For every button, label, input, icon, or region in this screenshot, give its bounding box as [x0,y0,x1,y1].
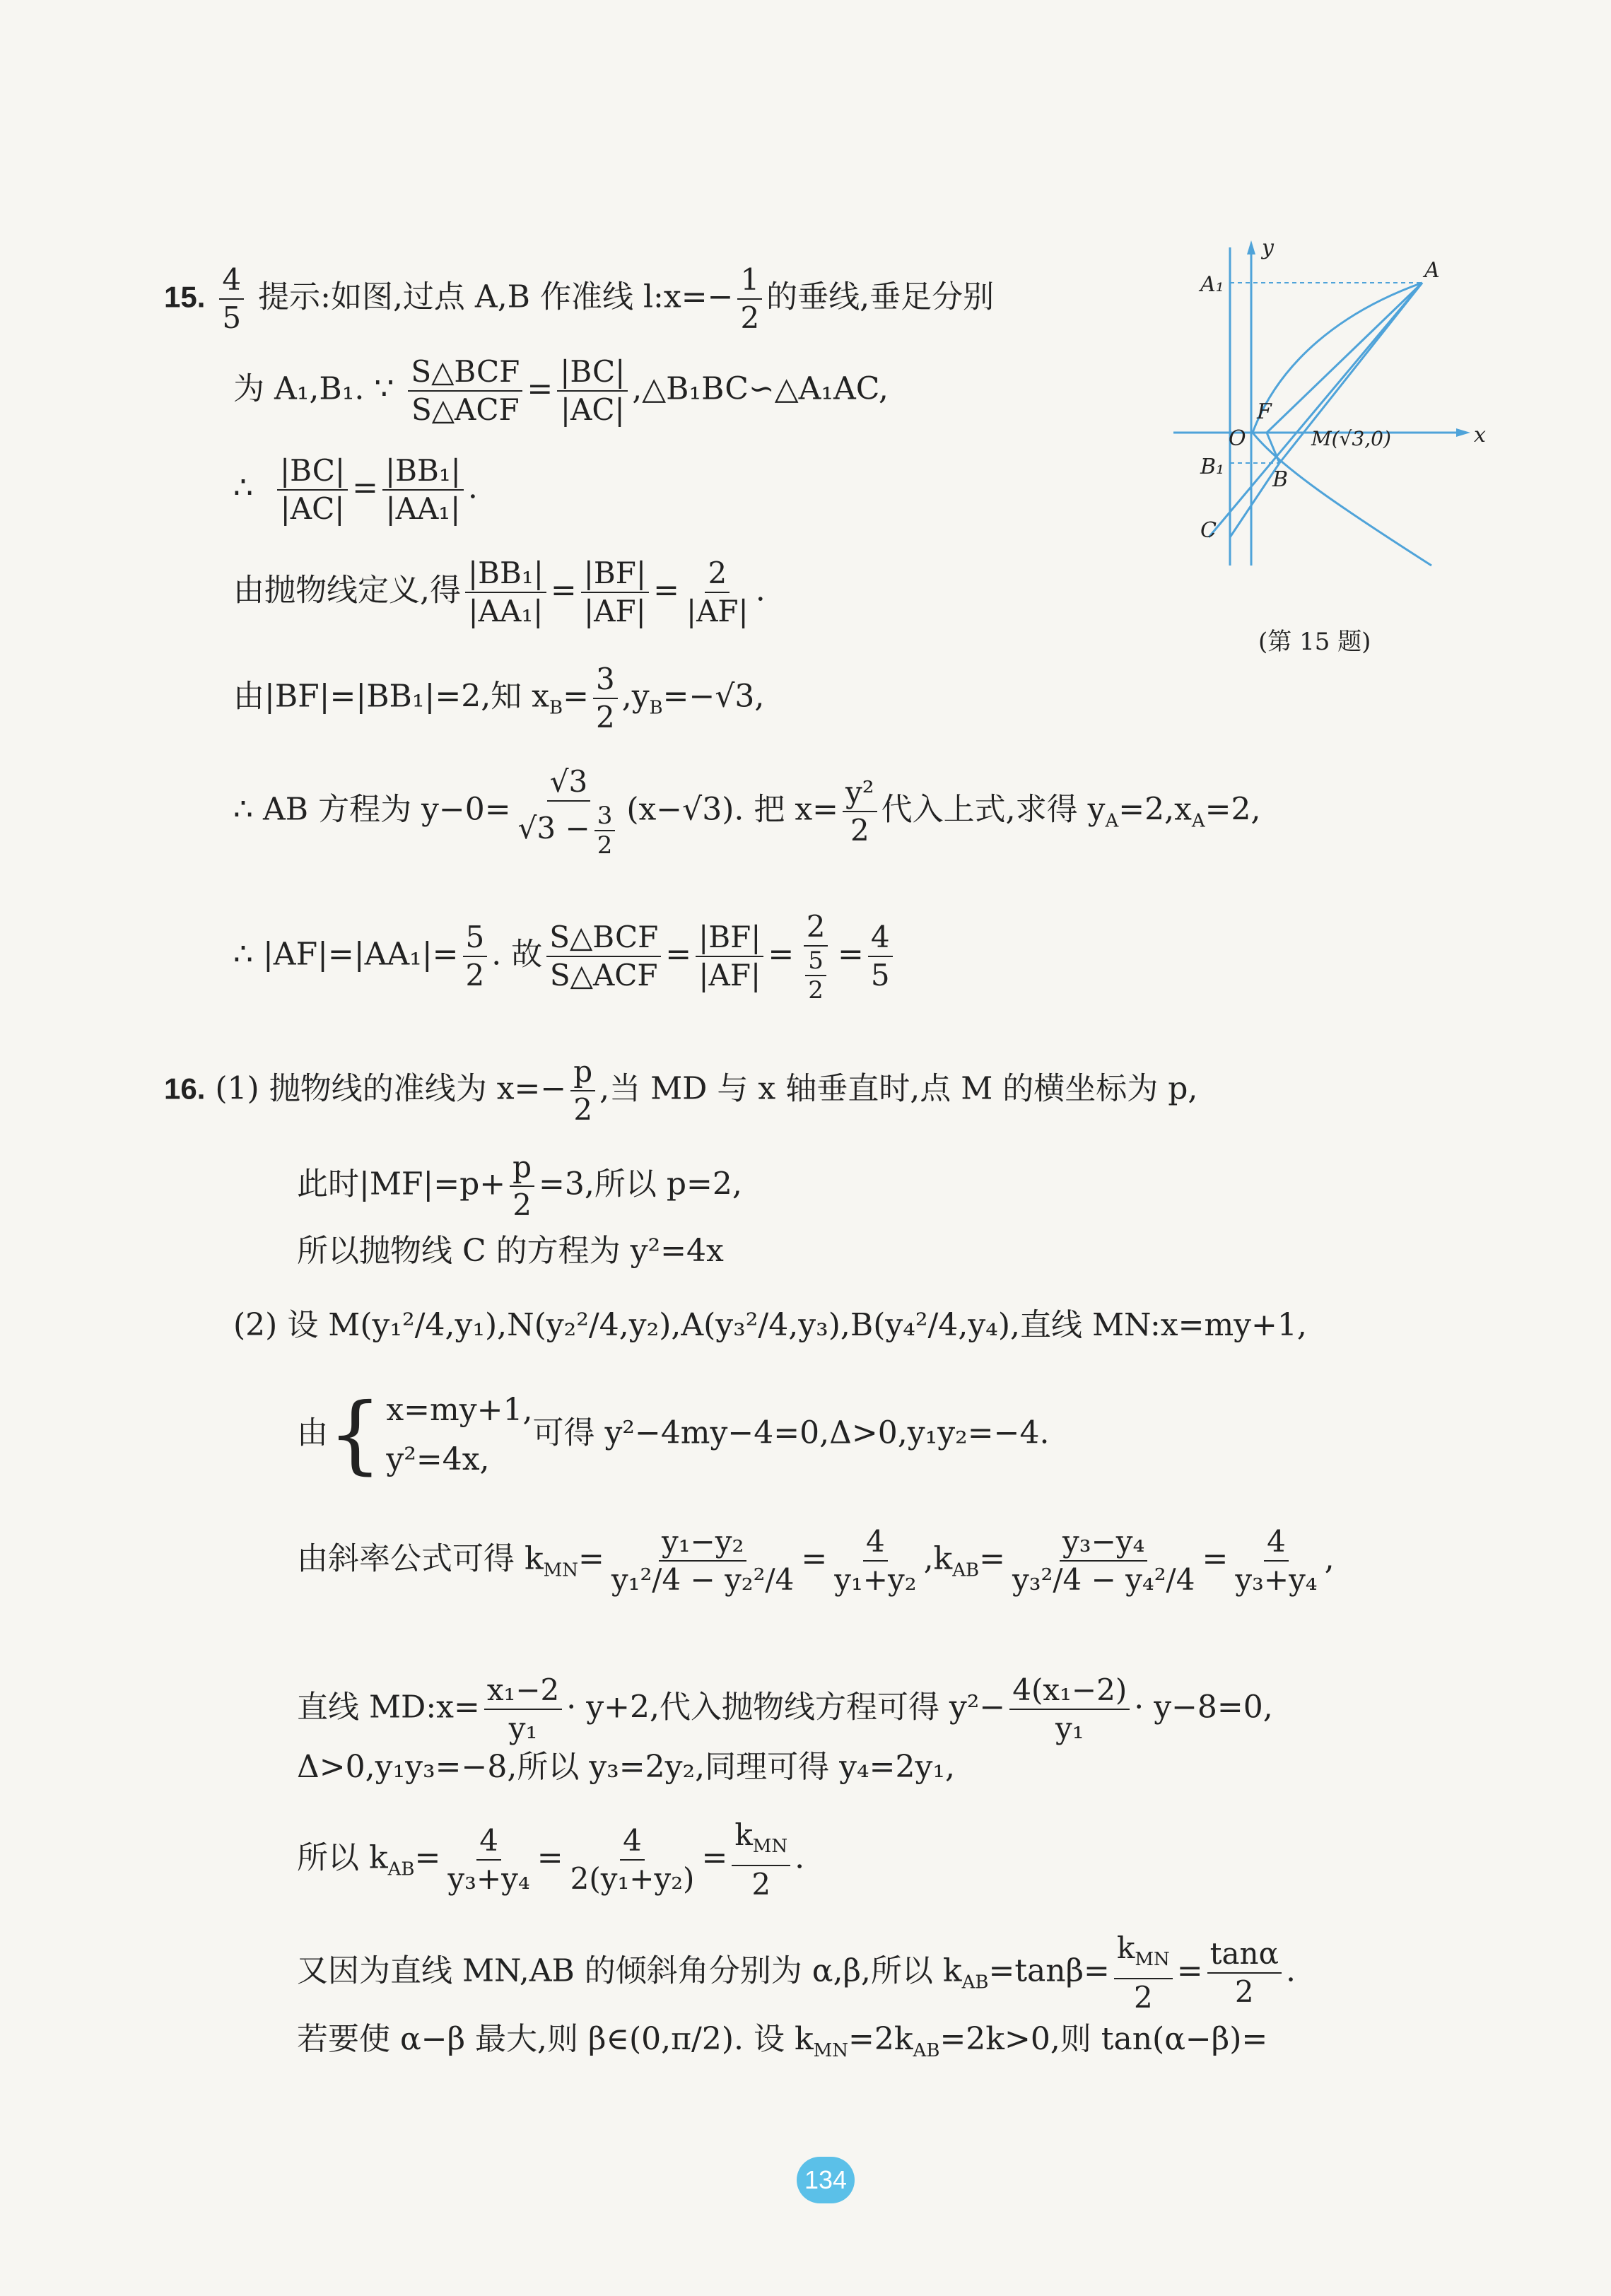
text: 所以 k [297,1839,388,1876]
subscript: AB [387,1858,415,1880]
figure-caption: (第 15 题) [1258,628,1371,656]
text: 此时|MF|=p+ [297,1166,506,1202]
line [1267,433,1279,463]
page-number: 134 [797,2157,855,2203]
figure-15 [1159,233,1499,601]
fraction: $\frac{p}{2}$ [570,1053,595,1128]
label-b: B [1272,467,1289,492]
text: (1) 抛物线的准线为 x=− [215,1070,567,1107]
label-c: C [1200,518,1217,543]
text: =−√3, [662,678,765,715]
p15-line3: ∴ $\frac{|BC|}{|AC|}$ = $\frac{\text{|BB₁|}}{\text{|AA₁|}}$ . [233,453,478,526]
subscript: MN [543,1559,579,1581]
fraction: $\frac{1}{2}$ [737,262,762,336]
text: 代入上式,求得 y [881,791,1106,828]
fraction: $\frac{4}{\text{y₃+y₄}}$ [447,1823,530,1896]
hint-text: 提示:如图,过点 A,B 作准线 l:x=− [258,279,734,315]
text: · y−8=0, [1134,1689,1273,1726]
fraction: $\frac{4}{\text{y₃+y₄}}$ [1235,1524,1318,1597]
subscript: MN [813,2040,849,2061]
text: ,k [923,1540,953,1577]
text: 由|BF|=|BB₁|=2,知 x [233,678,549,715]
subscript: B [649,697,663,719]
fraction: $\frac{5}{2}$ [463,919,488,994]
p16-line11 [297,2018,1267,2072]
fraction: $\frac{4}{5}$ [868,919,893,994]
text: ,△B₁BC∽△A₁AC, [632,370,889,407]
text: 由抛物线定义,得 [233,572,461,609]
text: 为 A₁,B₁. ∵ [233,370,404,407]
p16-line9: 所以 $k_{AB}=$ $\frac{4}{\text{y₃+y₄}}$ = $\frac{4}{\text{2(y₁+y₂)}}$ = $\frac{k_{MN}}{2}$ . [297,1817,805,1902]
label-b1: B₁ [1200,455,1225,479]
parabola [1253,283,1431,566]
text: (x−√3). 把 x= [626,791,839,828]
problem-number: 15. [164,280,206,314]
text: =2,x [1118,791,1192,828]
line-ab [1209,283,1422,537]
p16-line7 [297,1672,1273,1747]
text: = [563,678,589,715]
p15-line4: 由抛物线定义,得 $\frac{\text{|BB₁|}}{\text{|AA₁|}}$ = $\frac{|BF|}{|AF|}$ = $\frac{2}{|AF|}$ . [233,556,766,628]
equation-system: x=my+1, y²=4x, [386,1392,533,1477]
text: 可得 y²−4my−4=0,Δ>0,y₁y₂=−4. [532,1414,1050,1451]
subscript: A [1105,810,1119,832]
p15-line6 [233,763,1261,860]
subscript: AB [952,1559,980,1581]
fraction: $\frac{|BF|}{|AF|}$ [581,555,649,630]
p15-line2: 为 A₁,B₁. ∵ $\frac{\text{S△BCF}}{\text{S△ACF}}$ = $\frac{|BC|}{|AC|}$ ,△B₁BC∽△A₁AC, [233,354,889,427]
text: 由 [297,1414,328,1451]
p16-line1 [164,1053,1197,1128]
p15-line7: ∴ |AF|=|AA₁|= $\frac{5}{2}$ . 故 $\frac{\text{S△BCF}}{\text{S△ACF}}$ = $\frac{|BF|}{|AF|}$ = $\frac{2}{\frac{5}{2}}$ = $\frac{4}{5}$ [233,908,897,1004]
fraction: $\frac{\text{y₃−y₄}}{\text{y₃²/4 − y₄²/4}}$ [1012,1524,1195,1597]
fraction: √3 √3 − $\frac{3}{2}$ [515,763,623,860]
fraction: $\frac{4}{\text{2(y₁+y₂)}}$ [570,1823,695,1896]
fraction: $\frac{\text{S△BCF}}{\text{S△ACF}}$ [546,919,661,994]
answer-fraction: $\frac{4}{5}$ [219,262,244,336]
fraction: $\frac{2}{|AF|}$ [686,556,749,628]
text: =2k>0,则 tan(α−β)= [939,2021,1268,2057]
text: =3,所以 p=2, [539,1166,742,1202]
p16-line2 [297,1149,742,1224]
text: · y+2,代入抛物线方程可得 y²− [566,1689,1006,1726]
fraction: $\frac{\text{S△BCF}}{\text{S△ACF}}$ [408,353,522,428]
label-f: F [1257,399,1272,424]
problem-number: 16. [164,1072,206,1106]
p15-line5 [233,661,764,736]
fraction: $\frac{4}{\text{y₁+y₂}}$ [834,1524,917,1597]
text: ,y [621,678,650,715]
p16-line5 [297,1386,1049,1484]
fraction: $\frac{|BC|}{|AC|}$ [277,452,348,527]
fraction: $\frac{\text{|BB₁|}}{\text{|AA₁|}}$ [465,555,546,630]
text: ∴ AB 方程为 y−0= [233,791,511,828]
hint-text: 的垂线,垂足分别 [766,279,995,315]
fraction: $\frac{3}{2}$ [593,661,618,736]
p16-line8: Δ>0,y₁y₃=−8,所以 y₃=2y₂,同理可得 y₄=2y₁, [297,1749,955,1785]
text: =2k [848,2021,913,2057]
fraction: $\frac{\text{y²}}{2}$ [843,774,877,849]
text: . 故 [491,936,543,973]
text: ,当 MD 与 x 轴垂直时,点 M 的横坐标为 p, [599,1070,1198,1107]
text: 由斜率公式可得 k [297,1540,544,1577]
fraction: $\frac{k_{MN}}{2}$ [1114,1930,1173,2016]
text: 若要使 α−β 最大,则 β∈(0,π/2). 设 k [297,2021,814,2057]
text: ∴ |AF|=|AA₁|= [233,936,459,973]
subscript: AB [913,2040,940,2061]
fraction: $\frac{\text{4(x₁−2)}}{\text{y₁}}$ [1009,1672,1130,1747]
text: =2, [1205,791,1261,828]
subscript: AB [961,1972,989,1993]
subscript: B [549,697,563,719]
label-x: x [1474,423,1486,447]
fraction: $\frac{\text{x₁−2}}{\text{y₁}}$ [484,1672,562,1747]
label-y: y [1262,235,1274,260]
fraction: $\frac{p}{2}$ [510,1149,534,1224]
fraction: $\frac{|BC|}{|AC|}$ [557,353,628,428]
label-a1: A₁ [1200,272,1224,297]
fraction: $\frac{\text{y₁−y₂}}{\text{y₁²/4 − y₂²/4}}$ [611,1524,795,1597]
fraction: $\frac{2}{\frac{5}{2}}$ [798,908,833,1004]
p16-line4: (2) 设 M(y₁²/4,y₁),N(y₂²/4,y₂),A(y₃²/4,y₃),B(y₄²/4,y₄),直线 MN:x=my+1, [233,1307,1307,1343]
line [1267,283,1422,433]
label-m: M(√3,0) [1311,427,1391,450]
p16-line10: 又因为直线 MN,AB 的倾斜角分别为 α,β,所以 $k_{AB}=\tan\beta=$ $\frac{k_{MN}}{2}$ = $\frac{\tan\alpha}{2}$ . [297,1931,1296,2015]
subscript: A [1191,810,1205,832]
brace: { [328,1386,382,1484]
text: =tanβ= [988,1952,1110,1989]
label-o: O [1229,426,1246,451]
fraction: $\frac{|BF|}{|AF|}$ [696,919,763,994]
label-a: A [1424,258,1440,283]
p15-line1 [164,262,994,336]
text: 又因为直线 MN,AB 的倾斜角分别为 α,β,所以 k [297,1952,962,1989]
fraction: $\frac{\tan\alpha}{2}$ [1207,1935,1282,2010]
therefore-symbol: ∴ [233,469,253,506]
fraction: $\frac{k_{MN}}{2}$ [732,1817,790,1903]
fraction: $\frac{\text{|BB₁|}}{\text{|AA₁|}}$ [382,452,464,527]
p16-line6: 由斜率公式可得 $k_{MN}=$ $\frac{\text{y₁−y₂}}{\text{y₁²/4 − y₂²/4}}$ = $\frac{4}{\text{y₁+y₂}}$ $,k_{AB}=$ $\frac{\text{y₃−y₄}}{\text{y₃²/4 − y₄²/4}}$ = $\frac{4}{\text{y₃+y₄}}$ , [297,1524,1335,1597]
p16-line3: 所以抛物线 C 的方程为 y²=4x [297,1233,724,1269]
text: 直线 MD:x= [297,1689,480,1726]
